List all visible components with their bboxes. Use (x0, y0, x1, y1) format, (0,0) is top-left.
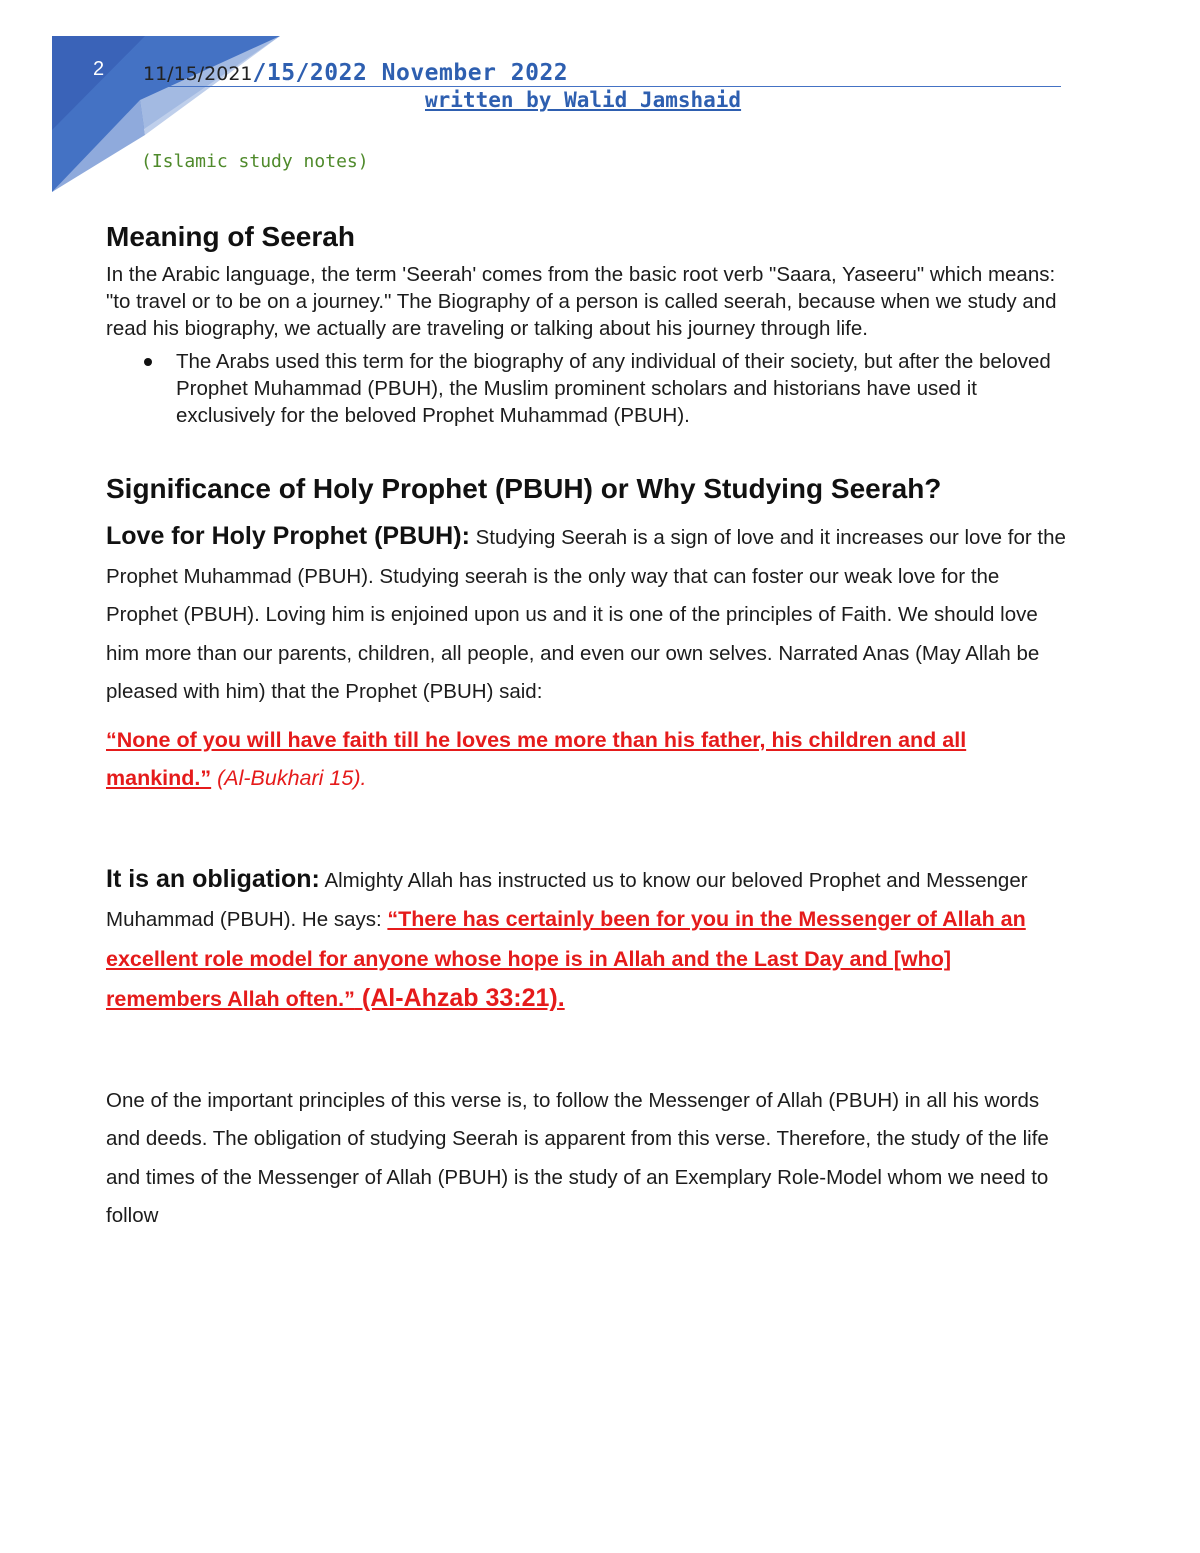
obligation-text: Almighty Allah has instructed us to know our beloved Prophet and Messenger Muhammad (PBUH). He says: (106, 868, 1028, 931)
verse-quote: “There has certainly been for you in the Messenger of Allah an excellent role model for anyone whose hope is in Allah and the Last Day and [who] remembers Allah often.” (106, 907, 1026, 1011)
bullet-icon (144, 358, 152, 366)
meaning-bullet-list (106, 348, 1066, 429)
page-number: 2 (93, 58, 105, 80)
section-heading-significance: Significance of Holy Prophet (PBUH) or Why Studying Seerah? (106, 473, 942, 504)
verse-citation: (Al-Ahzab 33:21). (354, 984, 565, 1012)
header-date-old: 11/15/2021 (143, 63, 253, 85)
obligation-paragraph (106, 860, 1066, 1020)
love-text: Studying Seerah is a sign of love and it increases our love for the Prophet Muhammad (PBUH). Studying seerah is the only way that can foster our weak love for the Prophet (PBUH). Loving him is enjoined upon us and it is one of the principles of Faith. We should love him more than our parents, children, all people, and even our own selves. Narrated Anas (May Allah be pleased with him) that the Prophet (PBUH) said: (106, 526, 1066, 703)
header-date-new: /15/2022 November 2022 (252, 60, 569, 86)
meaning-paragraph: In the Arabic language, the term 'Seerah' comes from the basic root verb "Saara, Yaseeru" which means: "to travel or to be on a journey." The Biography of a person is called seerah, because when we study and read his biography, we actually are traveling or talking about his journey through life. (106, 263, 1057, 340)
section-heading-meaning: Meaning of Seerah (106, 221, 355, 252)
bullet-text: The Arabs used this term for the biography of any individual of their society, but after the beloved Prophet Muhammad (PBUH), the Muslim prominent scholars and historians have used it exclusively for the beloved Prophet Muhammad (PBUH). (176, 350, 1051, 427)
header-author: written by Walid Jamshaid (425, 88, 742, 112)
love-paragraph (106, 517, 1066, 712)
hadith-quote: “None of you will have faith till he loves me more than his father, his children and all mankind.” (106, 727, 967, 790)
obligation-lead: It is an obligation: (106, 864, 320, 893)
hadith-quote-paragraph (106, 721, 1066, 798)
closing-paragraph: One of the important principles of this verse is, to follow the Messenger of Allah (PBUH) in all his words and deeds. The obligation of studying Seerah is apparent from this verse. Therefore, the study of the life and times of the Messenger of Allah (PBUH) is the study of an Exemplary Role-Model whom we need to follow (106, 1088, 1049, 1227)
hadith-citation: (Al-Bukhari 15). (211, 766, 367, 790)
document-body (106, 219, 1066, 1236)
header-date-line (143, 60, 1061, 87)
header-note: (Islamic study notes) (141, 151, 369, 172)
love-lead: Love for Holy Prophet (PBUH): (106, 522, 470, 550)
list-item (176, 348, 1066, 429)
